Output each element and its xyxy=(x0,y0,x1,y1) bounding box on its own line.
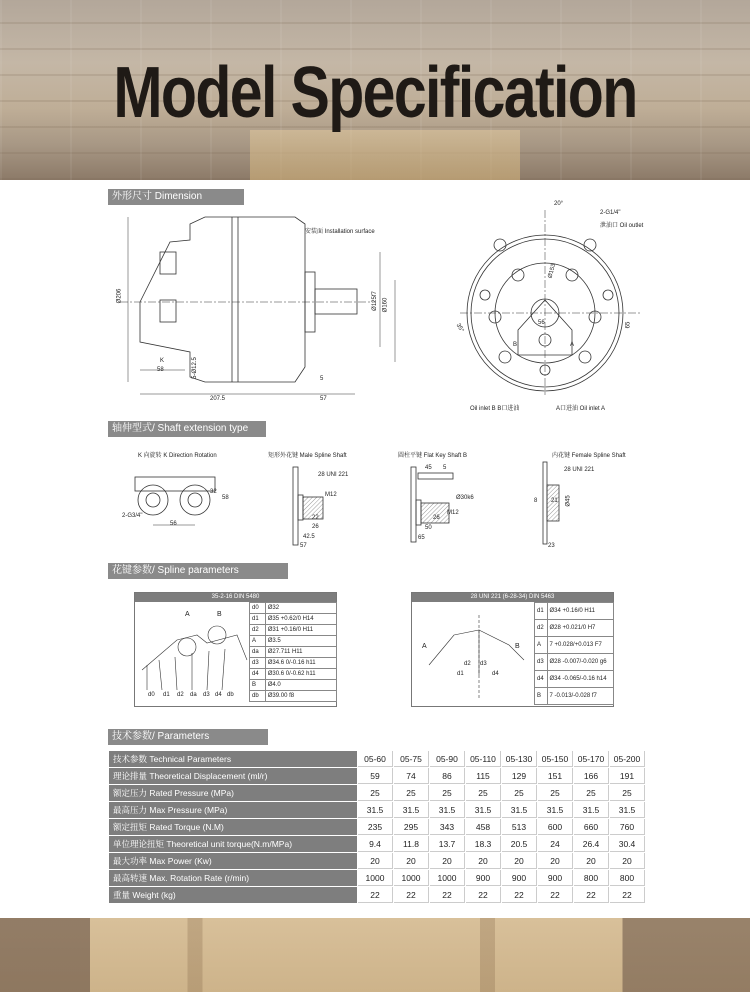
front-view-drawing xyxy=(460,205,650,395)
spline-value: Ø3.5 xyxy=(265,636,336,647)
spline-value: Ø32 xyxy=(265,603,336,614)
cell: 25 xyxy=(466,785,501,801)
dim-65: 65 xyxy=(625,321,632,329)
section-header-dimension: 外形尺寸 Dimension xyxy=(108,189,244,205)
header-label: 技术参数 Technical Parameters xyxy=(109,751,357,767)
cell: 295 xyxy=(394,819,429,835)
spline-box-din5463 xyxy=(411,592,614,707)
spline-table-din5480 xyxy=(249,602,337,702)
k-dim-port: 2-G3/4" xyxy=(122,513,143,519)
spline-key: d0 xyxy=(250,603,266,614)
spline2-label-d4: d4 xyxy=(492,671,499,677)
spline2-label-d1: d1 xyxy=(457,671,464,677)
hero-background-light xyxy=(250,130,520,180)
angle-20: 20° xyxy=(554,201,564,207)
female-dim-23: 23 xyxy=(548,543,555,549)
spline-label-d4: d4 xyxy=(215,692,222,698)
cell: 900 xyxy=(502,870,537,886)
spline-value: Ø39.00 f8 xyxy=(265,691,336,702)
cell: 1000 xyxy=(394,870,429,886)
spline-key: A xyxy=(535,637,548,654)
dim-56: 56 xyxy=(538,320,545,326)
spline-header-din5480: 35-2-16 DIN 5480 xyxy=(135,593,336,602)
cell: 660 xyxy=(574,819,609,835)
spline-row xyxy=(250,614,337,625)
table-row xyxy=(109,785,645,801)
cell: 31.5 xyxy=(610,802,645,818)
spline-label-d3: d3 xyxy=(203,692,210,698)
male-dim-spline: 28 UNI 221 xyxy=(318,472,349,478)
spline-key: d1 xyxy=(535,603,548,620)
row-label: 额定压力 Rated Pressure (MPa) xyxy=(109,785,357,801)
cell: 13.7 xyxy=(430,836,465,852)
cell: 31.5 xyxy=(574,802,609,818)
cell: 25 xyxy=(430,785,465,801)
dim-length-shaft: 57 xyxy=(320,396,327,402)
cell: 151 xyxy=(538,768,573,784)
spline-row xyxy=(250,658,337,669)
cell: 31.5 xyxy=(394,802,429,818)
cell: 25 xyxy=(394,785,429,801)
spline-value: 7 +0.028/+0.013 F7 xyxy=(547,637,613,654)
cell: 18.3 xyxy=(466,836,501,852)
dim-5: 5 xyxy=(320,376,324,382)
table-row xyxy=(109,802,645,818)
cell: 20 xyxy=(574,853,609,869)
cell: 22 xyxy=(538,887,573,903)
spline-key: d1 xyxy=(250,614,266,625)
oil-outlet-port: 2-G1/4" xyxy=(600,210,621,216)
cell: 513 xyxy=(502,819,537,835)
cell: 20 xyxy=(394,853,429,869)
spline-value: Ø31 +0.16/0 H11 xyxy=(265,625,336,636)
spline-key: d4 xyxy=(250,669,266,680)
male-dim-22: 22 xyxy=(312,515,319,521)
shaft-type-female-spline: 内花键 Female Spline Shaft xyxy=(552,453,626,459)
cell: 74 xyxy=(394,768,429,784)
cell: 22 xyxy=(610,887,645,903)
dim-pilot-diameter: Ø125f7 xyxy=(371,291,378,311)
cell: 166 xyxy=(574,768,609,784)
cell: 20 xyxy=(538,853,573,869)
spline-row xyxy=(535,620,614,637)
k-dim-56: 56 xyxy=(170,521,177,527)
model-header: 05-110 xyxy=(466,751,501,767)
spline-key: d2 xyxy=(250,625,266,636)
spline-value: Ø35 +0.62/0 H14 xyxy=(265,614,336,625)
cell: 20 xyxy=(430,853,465,869)
oil-outlet-label: 泄油口 Oil outlet xyxy=(600,223,644,229)
spline-key: da xyxy=(250,647,266,658)
spline-key: B xyxy=(250,680,266,691)
shaft-type-flat-key: 圆柱平键 Flat Key Shaft B xyxy=(398,453,468,459)
cell: 22 xyxy=(466,887,501,903)
installation-surface-label: 安装面 Installation surface xyxy=(305,229,375,235)
dim-flange-diameter: Ø160 xyxy=(382,297,389,313)
table-row xyxy=(109,819,645,835)
model-header: 05-60 xyxy=(358,751,393,767)
table-row xyxy=(109,870,645,886)
table-row xyxy=(109,853,645,869)
female-dim-8: 8 xyxy=(534,498,538,504)
page-title: Model Specification xyxy=(113,53,637,133)
cell: 22 xyxy=(574,887,609,903)
spline-label-d1: d1 xyxy=(163,692,170,698)
cell: 22 xyxy=(430,887,465,903)
model-header: 05-75 xyxy=(394,751,429,767)
model-header: 05-130 xyxy=(502,751,537,767)
cell: 1000 xyxy=(430,870,465,886)
spline-label-db: db xyxy=(227,692,234,698)
k-dim-58: 58 xyxy=(222,495,229,501)
angle-35: 35° xyxy=(454,322,465,334)
spline2-label-a: A xyxy=(422,643,427,650)
cell: 24 xyxy=(538,836,573,852)
dim-5-12-5: 5-Ø12.5 xyxy=(191,357,198,379)
cell: 22 xyxy=(394,887,429,903)
spline-row xyxy=(250,647,337,658)
row-label: 单位理论扭矩 Theoretical unit torque(N.m/MPa) xyxy=(109,836,357,852)
spline-diagram-din5480 xyxy=(137,605,252,705)
spline-row xyxy=(250,680,337,691)
spline-box-din5480 xyxy=(134,592,337,707)
side-view-drawing xyxy=(110,212,410,412)
cell: 20.5 xyxy=(502,836,537,852)
row-label: 理论排量 Theoretical Displacement (ml/r) xyxy=(109,768,357,784)
model-header: 05-170 xyxy=(574,751,609,767)
spline-row xyxy=(535,688,614,705)
spline-label-da: da xyxy=(190,692,197,698)
spline-key: d3 xyxy=(250,658,266,669)
flat-dim-26: 26 xyxy=(433,515,440,521)
flat-dim-65: 65 xyxy=(418,535,425,541)
cell: 26.4 xyxy=(574,836,609,852)
cell: 20 xyxy=(358,853,393,869)
spline-value: Ø28 -0.007/-0.020 g6 xyxy=(547,654,613,671)
flat-dim-m12: M12 xyxy=(447,510,459,516)
spline-key: d2 xyxy=(535,620,548,637)
cell: 458 xyxy=(466,819,501,835)
cell: 31.5 xyxy=(538,802,573,818)
section-header-shaft: 轴伸型式/ Shaft extension type xyxy=(108,421,266,437)
table-row xyxy=(109,887,645,903)
cell: 800 xyxy=(610,870,645,886)
cell: 115 xyxy=(466,768,501,784)
dim-overall-diameter: Ø206 xyxy=(116,288,123,304)
cell: 900 xyxy=(466,870,501,886)
spline-row xyxy=(250,669,337,680)
spline-key: d3 xyxy=(535,654,548,671)
table-row xyxy=(109,768,645,784)
spline-value: Ø34.6 0/-0.16 h11 xyxy=(265,658,336,669)
spline-label-a: A xyxy=(185,611,190,618)
cell: 9.4 xyxy=(358,836,393,852)
cell: 1000 xyxy=(358,870,393,886)
model-header: 05-150 xyxy=(538,751,573,767)
cell: 191 xyxy=(610,768,645,784)
shaft-type-male-spline: 矩形外花键 Male Spline Shaft xyxy=(268,453,347,459)
spline-row xyxy=(535,671,614,688)
spline-row xyxy=(250,625,337,636)
cell: 129 xyxy=(502,768,537,784)
model-header: 05-90 xyxy=(430,751,465,767)
table-header-row xyxy=(109,751,645,767)
k-dim-32: 32 xyxy=(210,489,217,495)
spline-row xyxy=(535,603,614,620)
hero-banner xyxy=(0,0,750,180)
flat-key-drawing xyxy=(408,465,478,545)
cell: 25 xyxy=(358,785,393,801)
model-header: 05-200 xyxy=(610,751,645,767)
cell: 31.5 xyxy=(466,802,501,818)
spline-value: Ø4.0 xyxy=(265,680,336,691)
male-dim-57: 57 xyxy=(300,543,307,549)
flat-dim-30k6: Ø30k6 xyxy=(456,495,474,501)
male-dim-m12: M12 xyxy=(325,492,337,498)
spline-table-din5463 xyxy=(534,602,614,705)
spline-row xyxy=(250,636,337,647)
female-dim-spline: 28 UNI 221 xyxy=(564,467,595,473)
cell: 22 xyxy=(502,887,537,903)
male-dim-26: 26 xyxy=(312,524,319,530)
spline-key: db xyxy=(250,691,266,702)
dim-length-body: 207.5 xyxy=(210,396,226,402)
spline-row xyxy=(535,654,614,671)
cell: 11.8 xyxy=(394,836,429,852)
spline-value: Ø28 +0.021/0 H7 xyxy=(547,620,613,637)
spline-row xyxy=(250,691,337,702)
spline-label-d2: d2 xyxy=(177,692,184,698)
spline-value: Ø34 -0.065/-0.16 h14 xyxy=(547,671,613,688)
cell: 20 xyxy=(502,853,537,869)
flat-dim-5: 5 xyxy=(443,465,447,471)
spline-key: B xyxy=(535,688,548,705)
cell: 31.5 xyxy=(358,802,393,818)
cell: 59 xyxy=(358,768,393,784)
spline-value: Ø27.711 H11 xyxy=(265,647,336,658)
female-dim-45: Ø45 xyxy=(565,495,572,507)
cell: 760 xyxy=(610,819,645,835)
spline2-label-b: B xyxy=(515,643,520,650)
spline-value: 7 -0.013/-0.028 f7 xyxy=(547,688,613,705)
row-label: 重量 Weight (kg) xyxy=(109,887,357,903)
cell: 343 xyxy=(430,819,465,835)
cell: 25 xyxy=(502,785,537,801)
spline-header-din5463: 28 UNI 221 (6-28-34) DIN 5463 xyxy=(412,593,613,602)
dim-pcd: Ø153 xyxy=(547,263,558,279)
flat-dim-45: 45 xyxy=(425,465,432,471)
cell: 600 xyxy=(538,819,573,835)
spline2-label-d3: d3 xyxy=(480,661,487,667)
oil-inlet-a-label: A口进油 Oil inlet A xyxy=(556,406,606,412)
section-header-parameters: 技术参数/ Parameters xyxy=(108,729,268,745)
row-label: 额定扭矩 Rated Torque (N.M) xyxy=(109,819,357,835)
cell: 30.4 xyxy=(610,836,645,852)
footer-background-image xyxy=(0,918,750,992)
female-spline-drawing xyxy=(540,460,580,550)
flat-dim-50: 50 xyxy=(425,525,432,531)
female-dim-21: 21 xyxy=(551,498,558,504)
spline-row xyxy=(250,603,337,614)
parameters-table xyxy=(108,750,646,904)
spline-label-d0: d0 xyxy=(148,692,155,698)
spline-key: d4 xyxy=(535,671,548,688)
cell: 900 xyxy=(538,870,573,886)
cell: 31.5 xyxy=(502,802,537,818)
cell: 800 xyxy=(574,870,609,886)
spline-value: Ø30.6 0/-0.62 h11 xyxy=(265,669,336,680)
oil-inlet-b-label: Oil inlet B B口进油 xyxy=(470,406,520,412)
male-dim-42-5: 42.5 xyxy=(303,534,315,540)
cell: 25 xyxy=(538,785,573,801)
cell: 25 xyxy=(574,785,609,801)
cell: 20 xyxy=(610,853,645,869)
spline-key: A xyxy=(250,636,266,647)
port-a-label: A xyxy=(570,342,575,348)
port-b-label: B xyxy=(513,342,518,348)
cell: 20 xyxy=(466,853,501,869)
dim-k: K xyxy=(160,358,165,364)
cell: 235 xyxy=(358,819,393,835)
row-label: 最高压力 Max Pressure (MPa) xyxy=(109,802,357,818)
cell: 22 xyxy=(358,887,393,903)
table-row xyxy=(109,836,645,852)
cell: 31.5 xyxy=(430,802,465,818)
spline-row xyxy=(535,637,614,654)
spline2-label-d2: d2 xyxy=(464,661,471,667)
spline-label-b: B xyxy=(217,611,222,618)
cell: 86 xyxy=(430,768,465,784)
row-label: 最高转速 Max. Rotation Rate (r/min) xyxy=(109,870,357,886)
spline-diagram-din5463 xyxy=(414,605,534,705)
section-header-spline: 花键参数/ Spline parameters xyxy=(108,563,288,579)
spline-value: Ø34 +0.16/0 H11 xyxy=(547,603,613,620)
shaft-type-k-direction: K 向旋转 K Direction Rotation xyxy=(138,453,217,459)
cell: 25 xyxy=(610,785,645,801)
dim-58: 58 xyxy=(157,367,164,373)
row-label: 最大功率 Max Power (Kw) xyxy=(109,853,357,869)
